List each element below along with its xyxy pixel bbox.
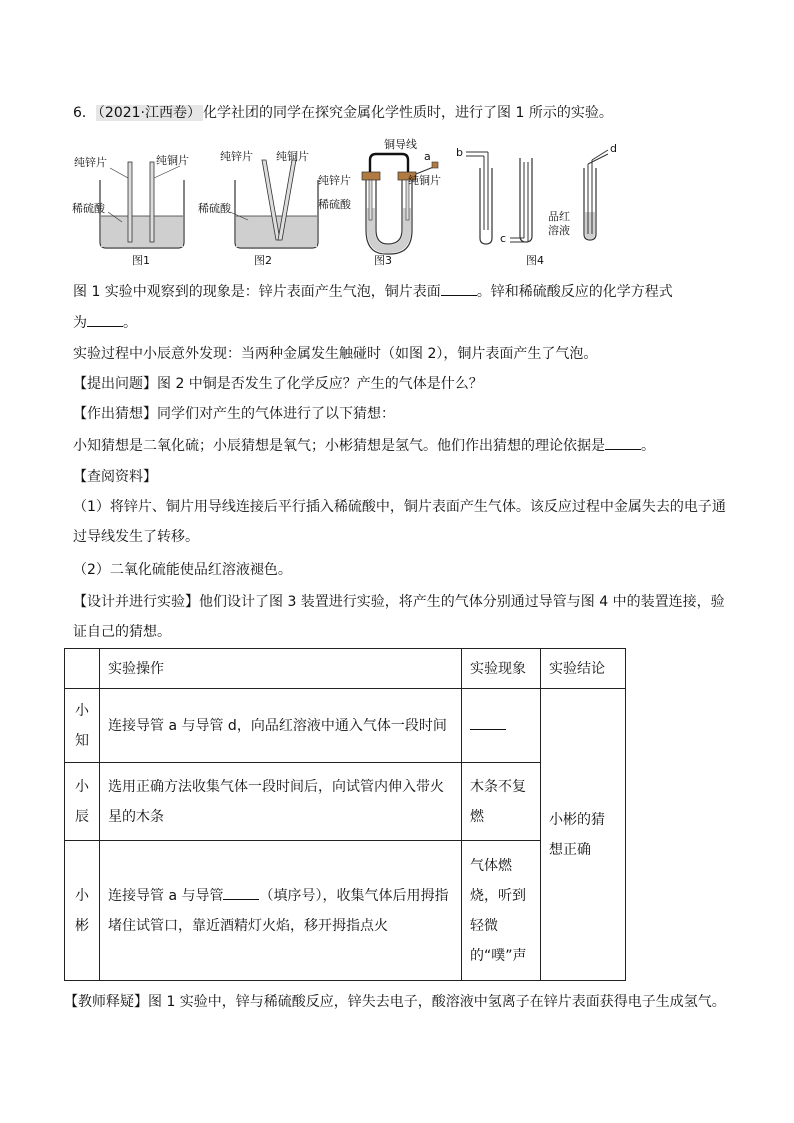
fig2-caption: 图2 [254, 254, 272, 267]
answer-blank[interactable] [605, 437, 641, 450]
figure-3 [318, 138, 441, 267]
text-span: 图 2 中铜是否发生了化学反应？产生的气体是什么？ [157, 376, 483, 392]
table-header-cell: 实验现象 [462, 649, 541, 689]
table-header-cell: 实验操作 [100, 649, 462, 689]
fig2-acid-label: 稀硫酸 [198, 202, 231, 215]
paragraph-equation [73, 314, 137, 332]
phenomenon-cell: 木条不复燃 [462, 763, 541, 841]
answer-blank[interactable] [441, 283, 477, 296]
text-span: 他们设计了图 3 装置进行实验，将产生的气体分别通过导管与图 4 中的装置连接，验 [199, 594, 725, 610]
text-span: 。 [641, 438, 655, 454]
fig3-wire-label: 铜导线 [384, 138, 417, 151]
paragraph-phenomenon [73, 283, 673, 301]
fig1-caption: 图1 [132, 254, 150, 267]
paragraph-reference-1-cont: 过导线发生了转移。 [73, 529, 199, 545]
fig1-copper-label: 纯铜片 [156, 154, 189, 167]
question-header [73, 104, 613, 122]
question-source: （2021·江西卷） [97, 105, 202, 121]
fig4-b-label: b [456, 146, 463, 159]
fig4-solution-label-1: 品红 [548, 210, 570, 223]
paragraph-design [73, 593, 725, 611]
operation-cell: 连接导管 a 与导管 d，向品红溶液中通入气体一段时间 [100, 689, 462, 763]
text-span: 连接导管 a 与导管 [108, 887, 224, 904]
section-tag: 【教师释疑】 [64, 994, 148, 1010]
section-tag: 【设计并进行实验】 [73, 594, 199, 610]
text-span: 同学们对产生的气体进行了以下猜想： [157, 406, 395, 422]
student-name: 小彬 [65, 841, 100, 981]
phenomenon-cell: 气体燃烧，听到轻微的“噗”声 [462, 841, 541, 981]
section-tag: 【提出问题】 [73, 376, 157, 392]
experiment-table [64, 648, 626, 981]
fig4-c-label: c [500, 232, 507, 245]
fig3-acid-label: 稀硫酸 [318, 198, 351, 211]
fig4-caption: 图4 [526, 254, 544, 267]
section-tag: 【作出猜想】 [73, 406, 157, 422]
fig3-a-label: a [424, 150, 431, 163]
fig2-copper-label: 纯铜片 [276, 150, 309, 163]
paragraph-teacher-explanation [64, 993, 726, 1011]
paragraph-reference-1: （1）将锌片、铜片用导线连接后平行插入稀硫酸中，铜片表面产生气体。该反应过程中金属失去的电子通 [73, 499, 726, 515]
text-span: 。锌和稀硫酸反应的化学方程式 [476, 284, 673, 300]
text-span: 图 1 实验中观察到的现象是：锌片表面产生气泡，铜片表面 [73, 284, 441, 300]
operation-cell [100, 841, 462, 981]
paragraph-guesses [73, 437, 655, 455]
paragraph-hypothesis [73, 405, 395, 423]
text-span: 图 1 实验中，锌与稀硫酸反应，锌失去电子，酸溶液中氢离子在锌片表面获得电子生成氢气。 [148, 994, 726, 1010]
figure-2 [198, 149, 318, 267]
operation-cell: 选用正确方法收集气体一段时间后，向试管内伸入带火星的木条 [100, 763, 462, 841]
fig2-zinc-label: 纯锌片 [220, 150, 253, 163]
experiment-figures [70, 138, 640, 272]
fig3-caption: 图3 [374, 254, 392, 267]
fig3-copper-label: 纯铜片 [408, 174, 441, 187]
figures-svg [70, 138, 640, 272]
fig4-solution-label-2: 溶液 [548, 224, 570, 237]
paragraph-question [73, 375, 483, 393]
question-number: 6． [73, 105, 96, 121]
answer-blank[interactable] [87, 314, 123, 327]
figure-1 [72, 153, 189, 267]
figure-4 [456, 142, 617, 267]
fig4-d-label: d [610, 142, 617, 155]
text-span: （填序号），收集气体后用拇指堵住试管口，靠近酒精灯火焰，移开拇指点火 [108, 887, 449, 934]
paragraph-design-cont: 证自己的猜想。 [73, 624, 171, 640]
fig1-acid-label: 稀硫酸 [72, 202, 105, 215]
phenomenon-cell [462, 689, 541, 763]
fig3-zinc-label: 纯锌片 [318, 174, 351, 187]
conclusion-cell: 小彬的猜想正确 [541, 689, 626, 981]
text-span: 。 [123, 315, 137, 331]
table-header-row [65, 649, 626, 689]
student-name: 小辰 [65, 763, 100, 841]
text-span: 为 [73, 315, 87, 331]
answer-blank[interactable] [223, 887, 259, 900]
table-header-cell: 实验结论 [541, 649, 626, 689]
paragraph-reference-2: （2）二氧化硫能使品红溶液褪色。 [73, 562, 292, 578]
paragraph-references-tag: 【查阅资料】 [73, 469, 157, 485]
text-span: 小知猜想是二氧化硫；小辰猜想是氧气；小彬猜想是氢气。他们作出猜想的理论依据是 [73, 438, 605, 454]
table-row [65, 689, 626, 763]
student-name: 小知 [65, 689, 100, 763]
fig1-zinc-label: 纯锌片 [74, 156, 107, 169]
paragraph-discovery: 实验过程中小辰意外发现：当两种金属发生触碰时（如图 2），铜片表面产生了气泡。 [73, 346, 598, 362]
answer-blank[interactable] [470, 717, 506, 730]
table-header-cell [65, 649, 100, 689]
question-intro: 化学社团的同学在探究金属化学性质时，进行了图 1 所示的实验。 [203, 105, 613, 121]
